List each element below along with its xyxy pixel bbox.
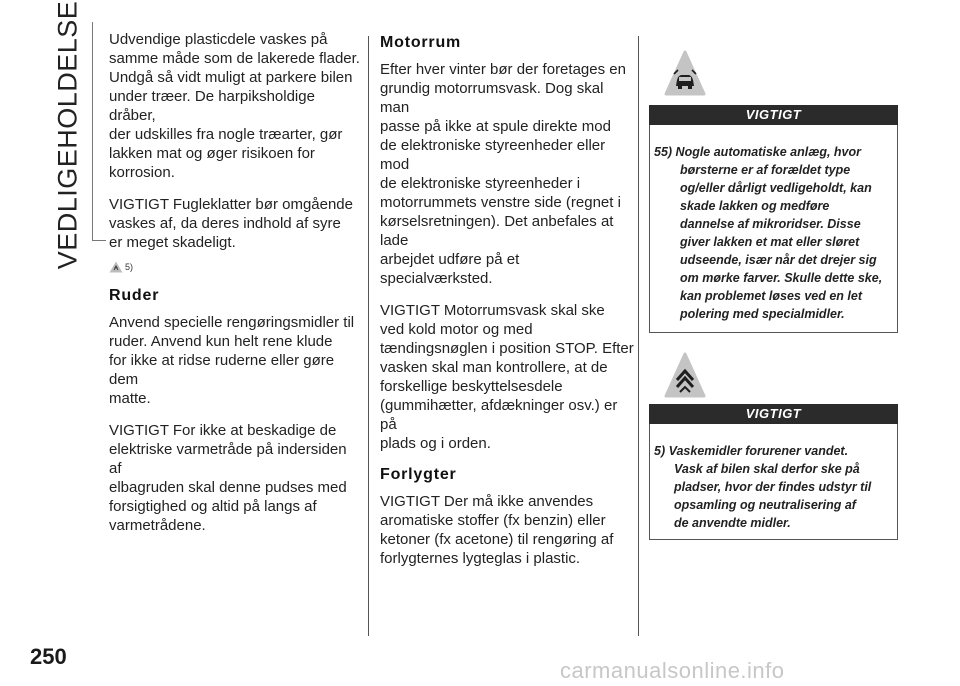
section-divider-foot xyxy=(92,240,106,241)
page-number: 250 xyxy=(30,644,67,669)
environment-warning-icon xyxy=(664,352,706,403)
warning-2-title: VIGTIGT xyxy=(649,404,898,424)
heading-motorrum: Motorrum xyxy=(380,34,462,51)
column-1 xyxy=(109,30,361,548)
paragraph-rear-window: VIGTIGT For ikke at beskadige de elektriske varmetråde på indersiden af elbagruden skal denne pudses med forsigtighed og altid på langs af varmetrådene. xyxy=(109,422,347,534)
warning-2-text: 5) Vaskemidler forurener vandet. Vask af bilen skal derfor ske på pladser, hvor der findes udstyr til opsamling og neutralisering af de anvendte midler. xyxy=(654,444,872,530)
paragraph-bird-droppings: VIGTIGT Fugleklatter bør omgående vaskes af, da deres indhold af syre er meget skadeligt. xyxy=(109,196,353,251)
environment-reference xyxy=(109,261,361,273)
warning-2-item xyxy=(654,442,889,532)
warning-1-box xyxy=(649,125,898,333)
reference-number: 5) xyxy=(125,262,134,272)
heading-forlygter: Forlygter xyxy=(380,466,457,483)
paragraph-engine-wash: Efter hver vinter bør der foretages en grundig motorrumsvask. Dog skal man passe på ikke at spule direkte mod de elektroniske styreenheder eller mod de elektroniske styreenheder i motorrummets venstre side (regnet i kørselsretningen). Det anbefales at lade arbejdet udføre på et specialværksted. xyxy=(380,61,626,287)
column-divider-1 xyxy=(368,36,369,636)
paragraph-plastic-parts: Udvendige plasticdele vaskes på samme måde som de lakerede flader. Undgå så vidt muligt at parkere bilen under træer. De harpiksholdige dråber, der udskilles fra nogle træarter, gør lakken mat og øger risikoen for korrosion. xyxy=(109,31,360,181)
section-title xyxy=(40,0,96,270)
paragraph-engine-wash-important: VIGTIGT Motorrumsvask skal ske ved kold motor og med tændingsnøglen i position STOP. Efter vasken skal man kontrollere, at de forskellige beskyttelsesdele (gummihætter, afdækninger osv.) er på plads og i orden. xyxy=(380,302,634,452)
watermark: carmanualsonline.info xyxy=(560,658,785,683)
warning-2-box xyxy=(649,424,898,540)
section-divider xyxy=(92,22,93,240)
column-2 xyxy=(380,30,635,581)
paragraph-headlights: VIGTIGT Der må ikke anvendes aromatiske stoffer (fx benzin) eller ketoner (fx acetone) til rengøring af forlygternes lygteglas i plastic. xyxy=(380,493,614,567)
warning-1-title: VIGTIGT xyxy=(649,105,898,125)
warning-1-text: 55) Nogle automatiske anlæg, hvor børsterne er af forældet type og/eller dårligt vedligeholdt, kan skade lakken og medføre dannelse af mikroridser. Disse giver lakken et mat eller sløret udseende, især når det drejer sig om mørke farver. Skulle dette ske, kan problemet løses ved en let polering med specialmidler. xyxy=(654,145,883,321)
car-warning-icon xyxy=(664,50,706,101)
section-title-text: VEDLIGEHOLDELSE xyxy=(52,0,83,270)
small-warning-icon xyxy=(109,261,123,273)
column-divider-2 xyxy=(638,36,639,636)
paragraph-windows: Anvend specielle rengøringsmidler til ruder. Anvend kun helt rene klude for ikke at ridse ruderne eller gøre dem matte. xyxy=(109,314,355,407)
warning-1-item xyxy=(654,143,889,323)
heading-ruder: Ruder xyxy=(109,287,160,304)
